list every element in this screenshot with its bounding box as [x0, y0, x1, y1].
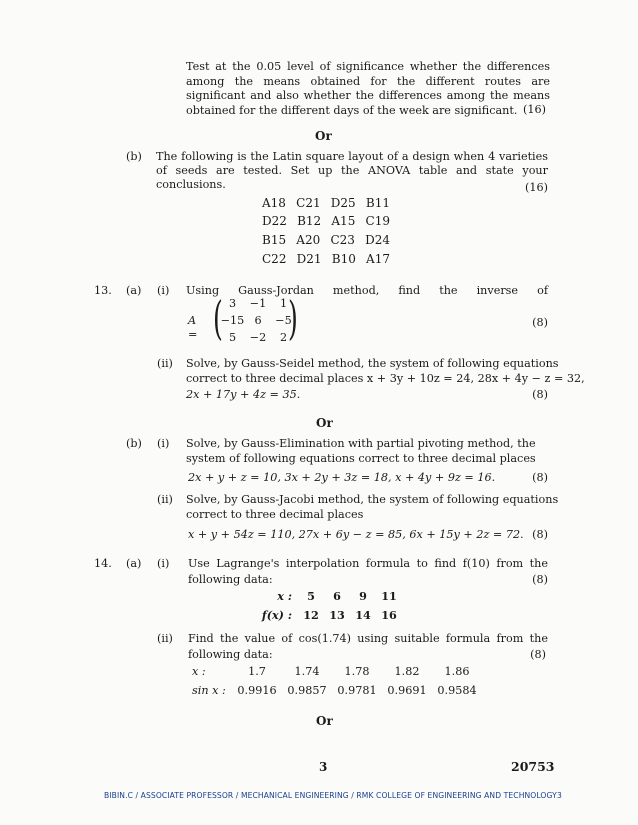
- q13b-ii-line2: correct to three decimal places: [186, 508, 364, 521]
- table-cell: 0.9584: [437, 684, 477, 697]
- matrix-cell: −5: [275, 314, 292, 327]
- table-cell: 0.9916: [237, 684, 277, 697]
- right-paren: ): [288, 291, 298, 345]
- matrix-cell: −2: [249, 331, 267, 344]
- q13b-ii-equations: x + y + 54z = 110, 27x + 6y − z = 85, 6x + 15y + 2z = 72.: [188, 528, 524, 541]
- matrix-label: A =: [188, 314, 198, 341]
- table-row: [192, 684, 482, 698]
- q13b-label: (b): [126, 437, 142, 450]
- table-cell: 5: [307, 589, 315, 603]
- matrix-cell: 5: [228, 331, 237, 344]
- latin-square-cell: C19: [365, 214, 390, 228]
- or-separator-3: Or: [316, 714, 333, 728]
- q14a-ii-line2: following data:: [188, 648, 273, 661]
- q13b-i-equations: 2x + y + z = 10, 3x + 2y + 3z = 18, x + 4y + 9z = 16.: [188, 471, 496, 484]
- matrix-cell: 3: [228, 297, 237, 310]
- footer-page-number: 3: [557, 791, 562, 800]
- q13a-ii-label: (ii): [157, 357, 173, 370]
- q12a-marks: (16): [523, 103, 546, 116]
- matrix-row: [220, 331, 296, 345]
- latin-square-cell: B11: [365, 196, 390, 210]
- latin-square-cell: A17: [366, 252, 390, 266]
- q13b-i-label: (i): [157, 437, 170, 450]
- q13b-ii-label: (ii): [157, 493, 173, 506]
- q13a-i-word: the: [439, 284, 458, 297]
- table-row: [262, 589, 402, 603]
- table-cell: 1.82: [394, 665, 420, 678]
- q13a-i-word: of: [537, 284, 548, 297]
- latin-square-cell: D24: [365, 233, 390, 247]
- q14a-ii-marks: (8): [530, 648, 546, 661]
- table-cell: 1.7: [248, 665, 266, 678]
- latin-square-cell: C23: [330, 233, 355, 247]
- latin-square-cell: A15: [331, 214, 356, 228]
- latin-square-cell: B15: [262, 233, 287, 247]
- matrix-cell: −15: [220, 314, 245, 327]
- q12a-text: Test at the 0.05 level of significance whether the differences among the means obtained for the different routes are significant and also whether the differences among the means obtained for the different days of the week are significant.: [186, 60, 550, 117]
- table-cell: 14: [355, 608, 371, 622]
- table-cell: 13: [329, 608, 345, 622]
- q13b-ii-line1: Solve, by Gauss-Jacobi method, the system of following equations: [186, 493, 559, 506]
- q14a-ii-line1: Find the value of cos(1.74) using suitable formula from the: [188, 632, 548, 645]
- table-cell: 0.9781: [337, 684, 377, 697]
- latin-square-cell: B10: [331, 252, 356, 266]
- q13a-i-word: inverse: [476, 284, 519, 297]
- latin-square-cell: C21: [296, 196, 321, 210]
- q12b-text: The following is the Latin square layout of a design when 4 varieties of seeds are tested. Set up the ANOVA table and state your conclusions.: [156, 150, 548, 191]
- q14a-i-line1: Use Lagrange's interpolation formula to find f(10) from the: [188, 557, 548, 570]
- table-cell: 12: [303, 608, 319, 622]
- table-row: [192, 665, 482, 679]
- table-cell: 16: [381, 608, 397, 622]
- q13a-ii-line2: correct to three decimal places x + 3y + 10z = 24, 28x + 4y − z = 32,: [186, 372, 585, 385]
- matrix-row: [220, 314, 296, 328]
- q13b-i-marks: (8): [532, 471, 548, 484]
- matrix-cell: 1: [279, 297, 288, 310]
- latin-square-cell: B12: [297, 214, 322, 228]
- latin-square-row: [262, 252, 390, 266]
- q12b-label: (b): [126, 150, 142, 163]
- q13a-ii-marks: (8): [532, 388, 548, 401]
- q13a-i-label: (i): [157, 284, 170, 297]
- q13a-i-marks: (8): [532, 316, 548, 329]
- paper-code: 20753: [511, 759, 555, 774]
- q13b-ii-marks: (8): [532, 528, 548, 541]
- q13a-label: (a): [126, 284, 142, 297]
- q13b-i-line1: Solve, by Gauss-Elimination with partial pivoting method, the: [186, 437, 536, 450]
- latin-square-cell: D22: [262, 214, 287, 228]
- q13a-ii-line3: 2x + 17y + 4z = 35.: [186, 388, 301, 401]
- table-cell: 11: [381, 589, 397, 603]
- latin-square-cell: A20: [296, 233, 321, 247]
- latin-square-cell: D21: [296, 252, 322, 266]
- table-cell: 1.74: [294, 665, 320, 678]
- or-separator-2: Or: [316, 416, 333, 430]
- q14a-ii-label: (ii): [157, 632, 173, 645]
- q14a-i-line2: following data:: [188, 573, 273, 586]
- q13a-i-line1: [186, 284, 548, 298]
- q13a-i-word: Gauss-Jordan: [238, 284, 314, 297]
- q13a-i-word: method,: [332, 284, 380, 297]
- q13a-i-word: Using: [186, 284, 220, 297]
- q12b-marks: (16): [525, 181, 548, 194]
- table-cell: 1.78: [344, 665, 370, 678]
- table-header-sin: sin x :: [192, 684, 226, 697]
- page-number: 3: [319, 760, 328, 774]
- latin-square-cell: D25: [330, 196, 356, 210]
- q14a-i-label: (i): [157, 557, 170, 570]
- table-cell: 9: [359, 589, 367, 603]
- q13b-i-line2: system of following equations correct to three decimal places: [186, 452, 536, 465]
- matrix-row: [220, 297, 296, 311]
- matrix-cell: 2: [279, 331, 288, 344]
- table-cell: 0.9857: [287, 684, 327, 697]
- matrix-cell: −1: [249, 297, 267, 310]
- table-cell: 6: [333, 589, 341, 603]
- latin-square-row: [262, 214, 390, 228]
- latin-square-row: [262, 196, 390, 210]
- table-header-x: x :: [192, 665, 206, 678]
- table-cell: 0.9691: [387, 684, 427, 697]
- latin-square-cell: A18: [262, 196, 286, 210]
- left-paren: (: [213, 291, 223, 345]
- table-header-fx: f(x) :: [261, 608, 292, 622]
- table-cell: 1.86: [444, 665, 470, 678]
- matrix-cell: 6: [254, 314, 262, 327]
- q14-number: 14.: [94, 557, 112, 570]
- q13a-ii-line1: Solve, by Gauss-Seidel method, the system of following equations: [186, 357, 559, 370]
- latin-square-cell: C22: [262, 252, 287, 266]
- or-separator-1: Or: [315, 129, 332, 143]
- footer-credit: BIBIN.C / ASSOCIATE PROFESSOR / MECHANICAL ENGINEERING / RMK COLLEGE OF ENGINEERING AND TECHNOLOGY: [104, 791, 557, 800]
- table-row: [255, 608, 402, 622]
- q14a-label: (a): [126, 557, 142, 570]
- latin-square-row: [262, 233, 390, 247]
- q14a-i-marks: (8): [532, 573, 548, 586]
- q13-number: 13.: [94, 284, 112, 297]
- table-header-x: x :: [277, 589, 292, 603]
- q13a-i-word: find: [398, 284, 421, 297]
